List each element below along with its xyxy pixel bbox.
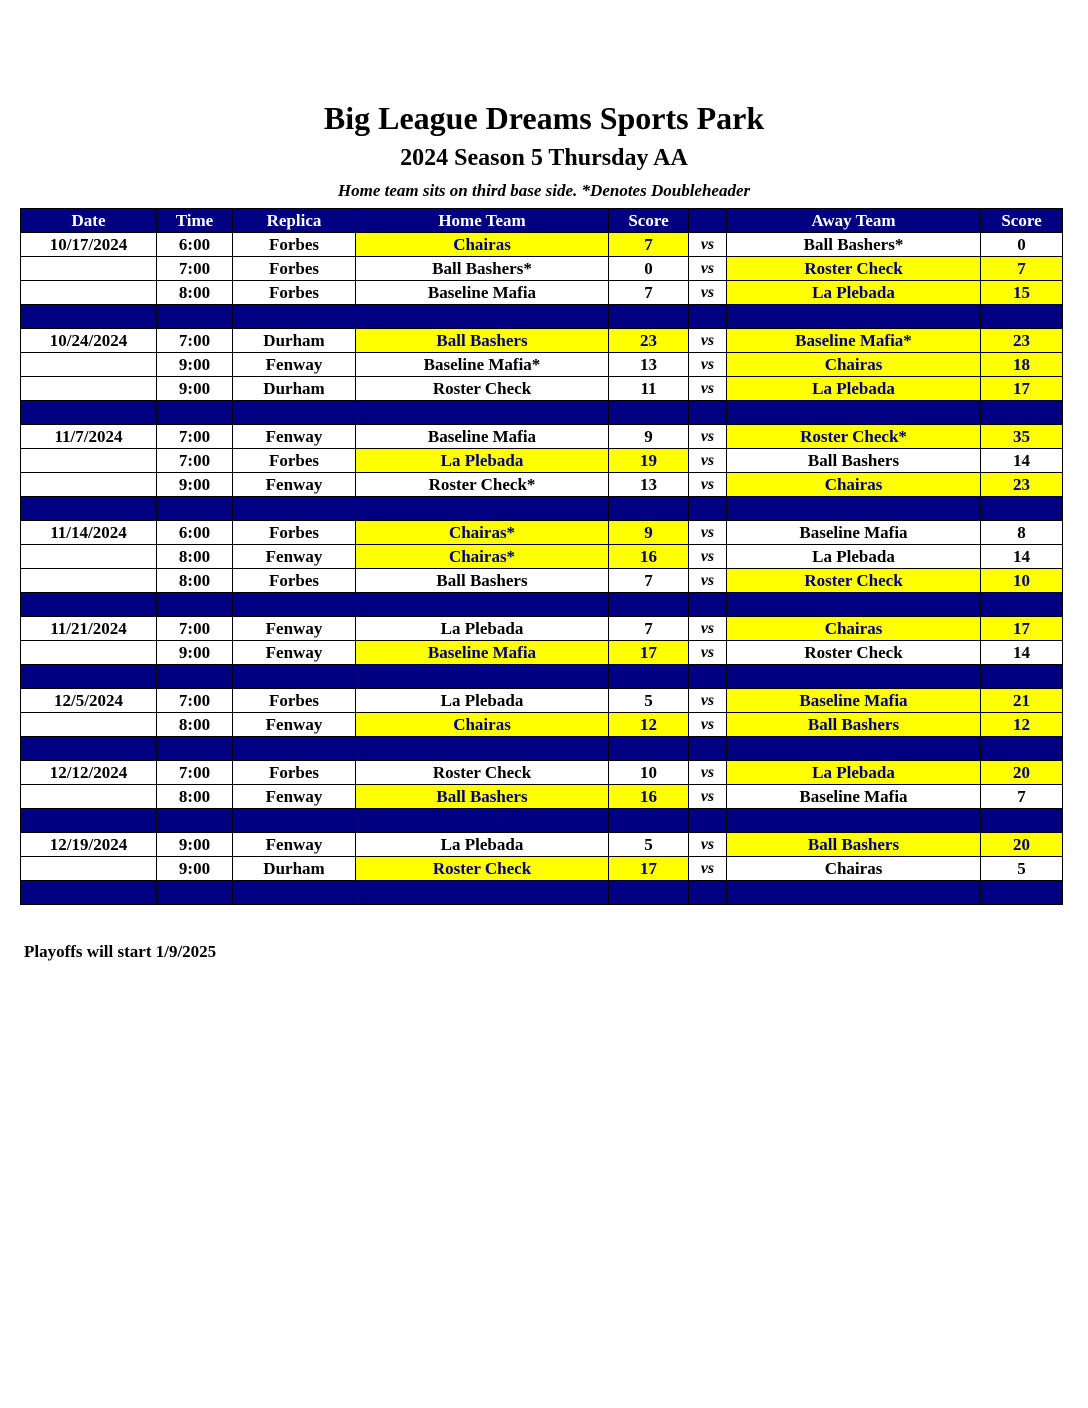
home-team: La Plebada <box>356 449 609 473</box>
game-time: 8:00 <box>157 785 233 809</box>
week-separator <box>21 881 1063 905</box>
game-field: Forbes <box>233 521 356 545</box>
separator-cell <box>157 881 233 905</box>
separator-cell <box>609 593 689 617</box>
game-row <box>21 857 1063 881</box>
home-score: 10 <box>609 761 689 785</box>
game-row <box>21 545 1063 569</box>
game-date <box>21 449 157 473</box>
week-separator <box>21 809 1063 833</box>
game-date: 11/21/2024 <box>21 617 157 641</box>
vs-label: vs <box>689 761 727 785</box>
separator-cell <box>981 737 1063 761</box>
home-score: 7 <box>609 281 689 305</box>
vs-label: vs <box>689 353 727 377</box>
game-row <box>21 833 1063 857</box>
game-row <box>21 257 1063 281</box>
away-team: Chairas <box>727 473 981 497</box>
game-date: 12/12/2024 <box>21 761 157 785</box>
game-field: Fenway <box>233 617 356 641</box>
home-score: 11 <box>609 377 689 401</box>
game-time: 7:00 <box>157 425 233 449</box>
away-score: 20 <box>981 761 1063 785</box>
home-team: Ball Bashers* <box>356 257 609 281</box>
game-date <box>21 641 157 665</box>
home-team: Ball Bashers <box>356 569 609 593</box>
game-row <box>21 425 1063 449</box>
away-score: 15 <box>981 281 1063 305</box>
home-team: La Plebada <box>356 689 609 713</box>
home-score: 5 <box>609 689 689 713</box>
vs-label: vs <box>689 545 727 569</box>
game-field: Fenway <box>233 713 356 737</box>
separator-cell <box>356 737 609 761</box>
away-team: Ball Bashers <box>727 713 981 737</box>
separator-cell <box>233 401 356 425</box>
game-row <box>21 641 1063 665</box>
game-date <box>21 785 157 809</box>
away-team: Ball Bashers <box>727 449 981 473</box>
game-date: 10/24/2024 <box>21 329 157 353</box>
vs-label: vs <box>689 857 727 881</box>
home-score: 7 <box>609 569 689 593</box>
week-separator <box>21 497 1063 521</box>
game-time: 9:00 <box>157 377 233 401</box>
vs-label: vs <box>689 473 727 497</box>
separator-cell <box>356 809 609 833</box>
away-team: Baseline Mafia <box>727 689 981 713</box>
away-team: Chairas <box>727 857 981 881</box>
separator-cell <box>981 497 1063 521</box>
separator-cell <box>981 881 1063 905</box>
home-score: 12 <box>609 713 689 737</box>
game-time: 7:00 <box>157 449 233 473</box>
separator-cell <box>689 665 727 689</box>
away-team: La Plebada <box>727 377 981 401</box>
away-score: 0 <box>981 233 1063 257</box>
home-score: 5 <box>609 833 689 857</box>
game-date: 12/19/2024 <box>21 833 157 857</box>
away-score: 10 <box>981 569 1063 593</box>
game-field: Forbes <box>233 449 356 473</box>
vs-label: vs <box>689 569 727 593</box>
separator-cell <box>356 305 609 329</box>
game-field: Durham <box>233 857 356 881</box>
game-row <box>21 569 1063 593</box>
game-date <box>21 281 157 305</box>
away-score: 21 <box>981 689 1063 713</box>
game-field: Durham <box>233 377 356 401</box>
separator-cell <box>609 737 689 761</box>
away-score: 17 <box>981 377 1063 401</box>
header-home-score: Score <box>609 209 689 233</box>
home-team: La Plebada <box>356 617 609 641</box>
game-row <box>21 473 1063 497</box>
game-date <box>21 257 157 281</box>
header-home-team: Home Team <box>356 209 609 233</box>
game-date <box>21 353 157 377</box>
away-score: 20 <box>981 833 1063 857</box>
header-date: Date <box>21 209 157 233</box>
game-field: Fenway <box>233 785 356 809</box>
home-score: 7 <box>609 233 689 257</box>
separator-cell <box>157 737 233 761</box>
separator-cell <box>21 497 157 521</box>
vs-label: vs <box>689 713 727 737</box>
separator-cell <box>356 665 609 689</box>
game-row <box>21 689 1063 713</box>
away-team: La Plebada <box>727 281 981 305</box>
home-team: Ball Bashers <box>356 329 609 353</box>
separator-cell <box>21 305 157 329</box>
game-row <box>21 329 1063 353</box>
away-score: 5 <box>981 857 1063 881</box>
home-score: 19 <box>609 449 689 473</box>
away-team: Baseline Mafia <box>727 785 981 809</box>
home-team: Baseline Mafia* <box>356 353 609 377</box>
header-away-score: Score <box>981 209 1063 233</box>
game-field: Forbes <box>233 233 356 257</box>
vs-label: vs <box>689 833 727 857</box>
away-team: Ball Bashers <box>727 833 981 857</box>
vs-label: vs <box>689 617 727 641</box>
game-time: 7:00 <box>157 257 233 281</box>
separator-cell <box>356 881 609 905</box>
vs-label: vs <box>689 641 727 665</box>
vs-label: vs <box>689 233 727 257</box>
vs-label: vs <box>689 785 727 809</box>
doubleheader-note: Home team sits on third base side. *Denotes Doubleheader <box>337 181 751 200</box>
home-team: Roster Check* <box>356 473 609 497</box>
game-time: 9:00 <box>157 641 233 665</box>
separator-cell <box>233 497 356 521</box>
away-team: Roster Check* <box>727 425 981 449</box>
home-score: 17 <box>609 857 689 881</box>
home-score: 13 <box>609 473 689 497</box>
separator-cell <box>233 737 356 761</box>
game-field: Forbes <box>233 761 356 785</box>
separator-cell <box>609 401 689 425</box>
game-time: 9:00 <box>157 857 233 881</box>
separator-cell <box>727 881 981 905</box>
separator-cell <box>727 665 981 689</box>
home-team: Chairas <box>356 713 609 737</box>
game-time: 7:00 <box>157 329 233 353</box>
separator-cell <box>981 593 1063 617</box>
separator-cell <box>727 737 981 761</box>
separator-cell <box>21 881 157 905</box>
header-replica: Replica <box>233 209 356 233</box>
game-field: Fenway <box>233 545 356 569</box>
home-score: 7 <box>609 617 689 641</box>
home-team: Chairas* <box>356 521 609 545</box>
header-row <box>21 209 1063 233</box>
header-away-team: Away Team <box>727 209 981 233</box>
separator-cell <box>727 497 981 521</box>
away-score: 18 <box>981 353 1063 377</box>
game-field: Forbes <box>233 257 356 281</box>
game-field: Forbes <box>233 689 356 713</box>
away-team: La Plebada <box>727 545 981 569</box>
week-separator <box>21 401 1063 425</box>
game-field: Forbes <box>233 281 356 305</box>
separator-cell <box>21 593 157 617</box>
home-team: Roster Check <box>356 857 609 881</box>
game-row <box>21 761 1063 785</box>
separator-cell <box>689 401 727 425</box>
game-row <box>21 449 1063 473</box>
separator-cell <box>727 401 981 425</box>
home-team: Roster Check <box>356 761 609 785</box>
home-score: 0 <box>609 257 689 281</box>
separator-cell <box>157 497 233 521</box>
away-score: 12 <box>981 713 1063 737</box>
separator-cell <box>356 401 609 425</box>
game-date <box>21 713 157 737</box>
vs-label: vs <box>689 329 727 353</box>
game-time: 7:00 <box>157 689 233 713</box>
vs-label: vs <box>689 521 727 545</box>
separator-cell <box>157 665 233 689</box>
away-score: 7 <box>981 257 1063 281</box>
game-date <box>21 569 157 593</box>
separator-cell <box>233 809 356 833</box>
separator-cell <box>21 401 157 425</box>
separator-cell <box>981 665 1063 689</box>
separator-cell <box>609 305 689 329</box>
away-team: Roster Check <box>727 641 981 665</box>
home-score: 23 <box>609 329 689 353</box>
home-team: Ball Bashers <box>356 785 609 809</box>
separator-cell <box>689 737 727 761</box>
separator-cell <box>689 809 727 833</box>
home-team: Baseline Mafia <box>356 281 609 305</box>
vs-label: vs <box>689 281 727 305</box>
away-team: Roster Check <box>727 569 981 593</box>
separator-cell <box>157 593 233 617</box>
game-row <box>21 617 1063 641</box>
game-row <box>21 377 1063 401</box>
separator-cell <box>21 737 157 761</box>
game-row <box>21 353 1063 377</box>
separator-cell <box>689 881 727 905</box>
away-score: 8 <box>981 521 1063 545</box>
game-time: 9:00 <box>157 833 233 857</box>
separator-cell <box>609 881 689 905</box>
game-row <box>21 713 1063 737</box>
separator-cell <box>609 497 689 521</box>
game-date <box>21 377 157 401</box>
game-time: 9:00 <box>157 353 233 377</box>
page-title: Big League Dreams Sports Park <box>323 100 765 136</box>
separator-cell <box>727 809 981 833</box>
away-score: 7 <box>981 785 1063 809</box>
week-separator <box>21 665 1063 689</box>
game-field: Fenway <box>233 641 356 665</box>
home-team: Chairas <box>356 233 609 257</box>
away-team: Chairas <box>727 617 981 641</box>
separator-cell <box>727 305 981 329</box>
home-team: Baseline Mafia <box>356 641 609 665</box>
game-row <box>21 281 1063 305</box>
game-date <box>21 857 157 881</box>
separator-cell <box>981 401 1063 425</box>
home-team: La Plebada <box>356 833 609 857</box>
separator-cell <box>233 665 356 689</box>
game-time: 7:00 <box>157 617 233 641</box>
separator-cell <box>233 881 356 905</box>
game-date: 12/5/2024 <box>21 689 157 713</box>
away-score: 35 <box>981 425 1063 449</box>
game-time: 7:00 <box>157 761 233 785</box>
away-team: La Plebada <box>727 761 981 785</box>
away-score: 14 <box>981 641 1063 665</box>
away-score: 23 <box>981 329 1063 353</box>
away-team: Ball Bashers* <box>727 233 981 257</box>
game-row <box>21 521 1063 545</box>
separator-cell <box>157 401 233 425</box>
separator-cell <box>356 593 609 617</box>
away-score: 14 <box>981 449 1063 473</box>
away-score: 14 <box>981 545 1063 569</box>
game-time: 8:00 <box>157 713 233 737</box>
separator-cell <box>609 665 689 689</box>
separator-cell <box>609 809 689 833</box>
away-score: 23 <box>981 473 1063 497</box>
game-field: Durham <box>233 329 356 353</box>
game-time: 8:00 <box>157 281 233 305</box>
week-separator <box>21 305 1063 329</box>
separator-cell <box>21 809 157 833</box>
separator-cell <box>233 593 356 617</box>
game-row <box>21 785 1063 809</box>
week-separator <box>21 593 1063 617</box>
separator-cell <box>233 305 356 329</box>
home-team: Baseline Mafia <box>356 425 609 449</box>
home-score: 17 <box>609 641 689 665</box>
game-date: 11/14/2024 <box>21 521 157 545</box>
vs-label: vs <box>689 425 727 449</box>
game-field: Fenway <box>233 353 356 377</box>
game-field: Fenway <box>233 473 356 497</box>
separator-cell <box>981 305 1063 329</box>
away-team: Baseline Mafia <box>727 521 981 545</box>
away-team: Chairas <box>727 353 981 377</box>
playoffs-note: Playoffs will start 1/9/2025 <box>24 942 217 961</box>
game-date <box>21 545 157 569</box>
vs-label: vs <box>689 377 727 401</box>
game-time: 6:00 <box>157 521 233 545</box>
vs-label: vs <box>689 689 727 713</box>
game-time: 9:00 <box>157 473 233 497</box>
home-score: 9 <box>609 425 689 449</box>
game-time: 6:00 <box>157 233 233 257</box>
game-time: 8:00 <box>157 545 233 569</box>
vs-label: vs <box>689 449 727 473</box>
separator-cell <box>981 809 1063 833</box>
separator-cell <box>157 305 233 329</box>
separator-cell <box>689 305 727 329</box>
game-row <box>21 233 1063 257</box>
home-score: 16 <box>609 785 689 809</box>
separator-cell <box>157 809 233 833</box>
header-time: Time <box>157 209 233 233</box>
home-score: 16 <box>609 545 689 569</box>
game-field: Forbes <box>233 569 356 593</box>
game-field: Fenway <box>233 425 356 449</box>
game-field: Fenway <box>233 833 356 857</box>
separator-cell <box>21 665 157 689</box>
home-team: Roster Check <box>356 377 609 401</box>
separator-cell <box>689 593 727 617</box>
game-time: 8:00 <box>157 569 233 593</box>
separator-cell <box>689 497 727 521</box>
home-team: Chairas* <box>356 545 609 569</box>
home-score: 13 <box>609 353 689 377</box>
vs-label: vs <box>689 257 727 281</box>
away-team: Roster Check <box>727 257 981 281</box>
header-vs <box>689 209 727 233</box>
game-date <box>21 473 157 497</box>
schedule-table <box>20 208 1063 905</box>
separator-cell <box>727 593 981 617</box>
week-separator <box>21 737 1063 761</box>
game-date: 11/7/2024 <box>21 425 157 449</box>
away-score: 17 <box>981 617 1063 641</box>
game-date: 10/17/2024 <box>21 233 157 257</box>
home-score: 9 <box>609 521 689 545</box>
schedule-body <box>21 233 1063 905</box>
away-team: Baseline Mafia* <box>727 329 981 353</box>
page-subtitle: 2024 Season 5 Thursday AA <box>400 145 688 171</box>
separator-cell <box>356 497 609 521</box>
